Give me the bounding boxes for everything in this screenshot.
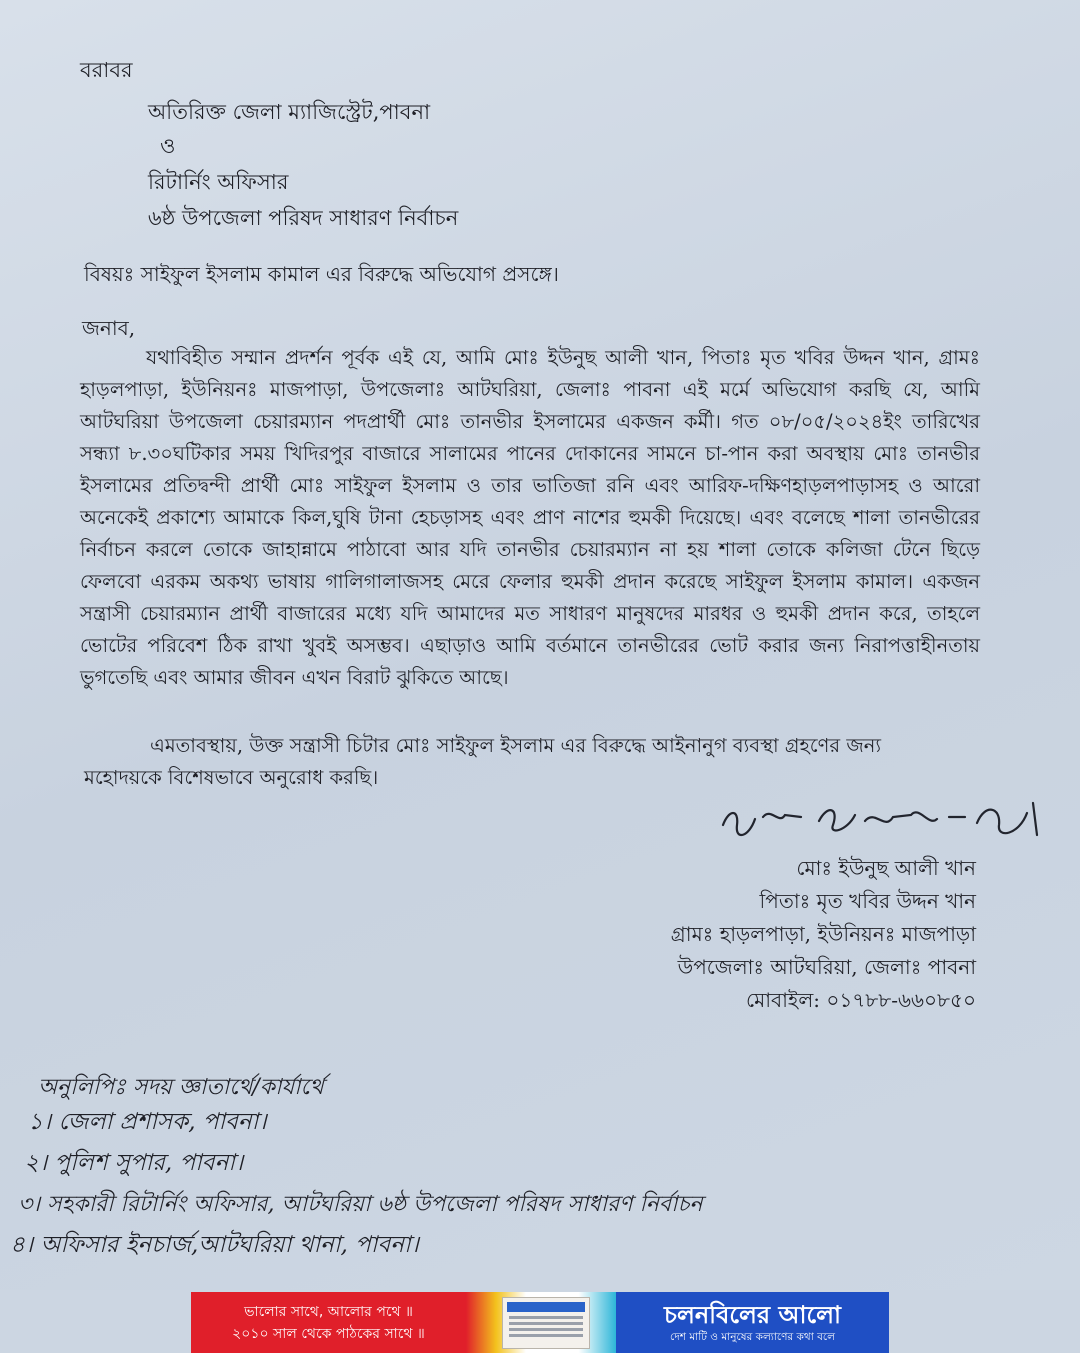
closing-paragraph — [84, 730, 964, 794]
newspaper-banner — [191, 1292, 889, 1353]
cc-list — [10, 1102, 703, 1266]
closing-text: এমতাবস্থায়, উক্ত সন্ত্রাসী চিটার মোঃ সাইফুল ইসলাম এর বিরুদ্ধে আইনানুগ ব্যবস্থা গ্রহণের জন্য মহোদয়কে বিশেষভাবে অনুরোধ করছি। — [84, 734, 882, 789]
banner-slogan-line-2: ২০১০ সাল থেকে পাঠকের সাথে ॥ — [232, 1325, 425, 1342]
newspaper-image — [502, 1297, 590, 1349]
cc-item: ২। পুলিশ সুপার, পাবনা। — [24, 1150, 244, 1176]
sender-mobile: মোবাইল: ০১৭৮৮-৬৬০৮৫০ — [745, 988, 976, 1012]
cc-heading: অনুলিপিঃ সদয় জ্ঞাতার্থে/কার্যার্থে — [38, 1075, 324, 1100]
subject-line: বিষয়ঃ সাইফুল ইসলাম কামাল এর বিরুদ্ধে অভিযোগ প্রসঙ্গে। — [84, 262, 559, 286]
banner-slogan-line-1: ভালোর সাথে, আলোর পথে ॥ — [244, 1303, 413, 1320]
sender-upazila: উপজেলাঃ আটঘরিয়া, জেলাঃ পাবনা — [677, 955, 976, 979]
recipient-line-1: অতিরিক্ত জেলা ম্যাজিস্ট্রেট,পাবনা — [148, 100, 431, 124]
banner-logo-block — [616, 1292, 889, 1353]
recipient-line-3: ৬ষ্ঠ উপজেলা পরিষদ সাধারণ নির্বাচন — [148, 206, 459, 230]
banner-slogan — [191, 1292, 466, 1353]
letter-body — [80, 342, 980, 694]
sender-block — [671, 852, 976, 1017]
sender-father: পিতাঃ মৃত খবির উদ্দন খান — [759, 889, 976, 913]
recipient-line-2: রিটার্নিং অফিসার — [148, 170, 289, 194]
cc-item: ৩। সহকারী রিটার্নিং অফিসার, আটঘরিয়া ৬ষ্ঠ উপজেলা পরিষদ সাধারণ নির্বাচন — [18, 1192, 703, 1217]
handwritten-signature — [715, 795, 1055, 845]
newspaper-logo: চলনবিলের আলো — [664, 1300, 841, 1329]
conjunction-and: ও — [160, 134, 176, 158]
newspaper-thumbnail — [466, 1292, 616, 1353]
sender-name: মোঃ ইউনুছ আলী খান — [796, 856, 976, 880]
body-paragraph: যথাবিহীত সম্মান প্রদর্শন পূর্বক এই যে, আমি মোঃ ইউনুছ আলী খান, পিতাঃ মৃত খবির উদ্দন খান, গ্রামঃ হাড়লপাড়া, ইউনিয়নঃ মাজপাড়া, উপজেলাঃ আটঘরিয়া, জেলাঃ পাবনা এই মর্মে অভিযোগ করছি যে, আমি আটঘরিয়া উপজেলা চেয়ারম্যান পদপ্রার্থী মোঃ তানভীর ইসলামের একজন কর্মী। গত ০৮/০৫/২০২৪ইং তারিখের সন্ধ্যা ৮.৩০ঘটিকার সময় খিদিরপুর বাজারে সালামের পানের দোকানের সামনে চা-পান করা অবস্থায় মোঃ তানভীর ইসলামের প্রতিদ্বন্দী প্রার্থী মোঃ সাইফুল ইসলাম ও তার ভাতিজা রনি এবং আরিফ-দক্ষিণহাড়লপাড়াসহ ও আরো অনেকেই প্রকাশ্যে আমাকে কিল,ঘুষি টানা হেচড়াসহ এবং প্রাণ নাশের হুমকী দিয়েছে। এবং বলেছে শালা তানভীরের নির্বাচন করলে তোকে জাহান্নামে পাঠাবো আর যদি তানভীর চেয়ারম্যান না হয় শালা তোকে কলিজা টেনে ছিড়ে ফেলবো এরকম অকথ্য ভাষায় গালিগালাজসহ মেরে ফেলার হুমকী প্রদান করেছে সাইফুল ইসলাম কামাল। একজন সন্ত্রাসী চেয়ারম্যান প্রার্থী বাজারের মধ্যে যদি আমাদের মত সাধারণ মানুষদের মারধর ও হুমকী প্রদান করে, তাহলে ভোটের পরিবেশ ঠিক রাখা খুবই অসম্ভব। এছাড়াও আমি বর্তমানে তানভীরের ভোট করার জন্য নিরাপত্তাহীনতায় ভুগতেছি এবং আমার জীবন এখন বিরাট ঝুকিতে আছে। — [80, 346, 980, 689]
salutation-to: বরাবর — [80, 58, 133, 82]
greeting: জনাব, — [82, 316, 136, 340]
newspaper-tagline: দেশ মাটি ও মানুষের কল্যাণের কথা বলে — [670, 1330, 835, 1343]
cc-item: ৪। অফিসার ইনচার্জ,আটঘরিয়া থানা, পাবনা। — [10, 1232, 419, 1258]
cc-item: ১। জেলা প্রশাসক, পাবনা। — [28, 1109, 267, 1135]
sender-village: গ্রামঃ হাড়লপাড়া, ইউনিয়নঃ মাজপাড়া — [670, 922, 976, 946]
